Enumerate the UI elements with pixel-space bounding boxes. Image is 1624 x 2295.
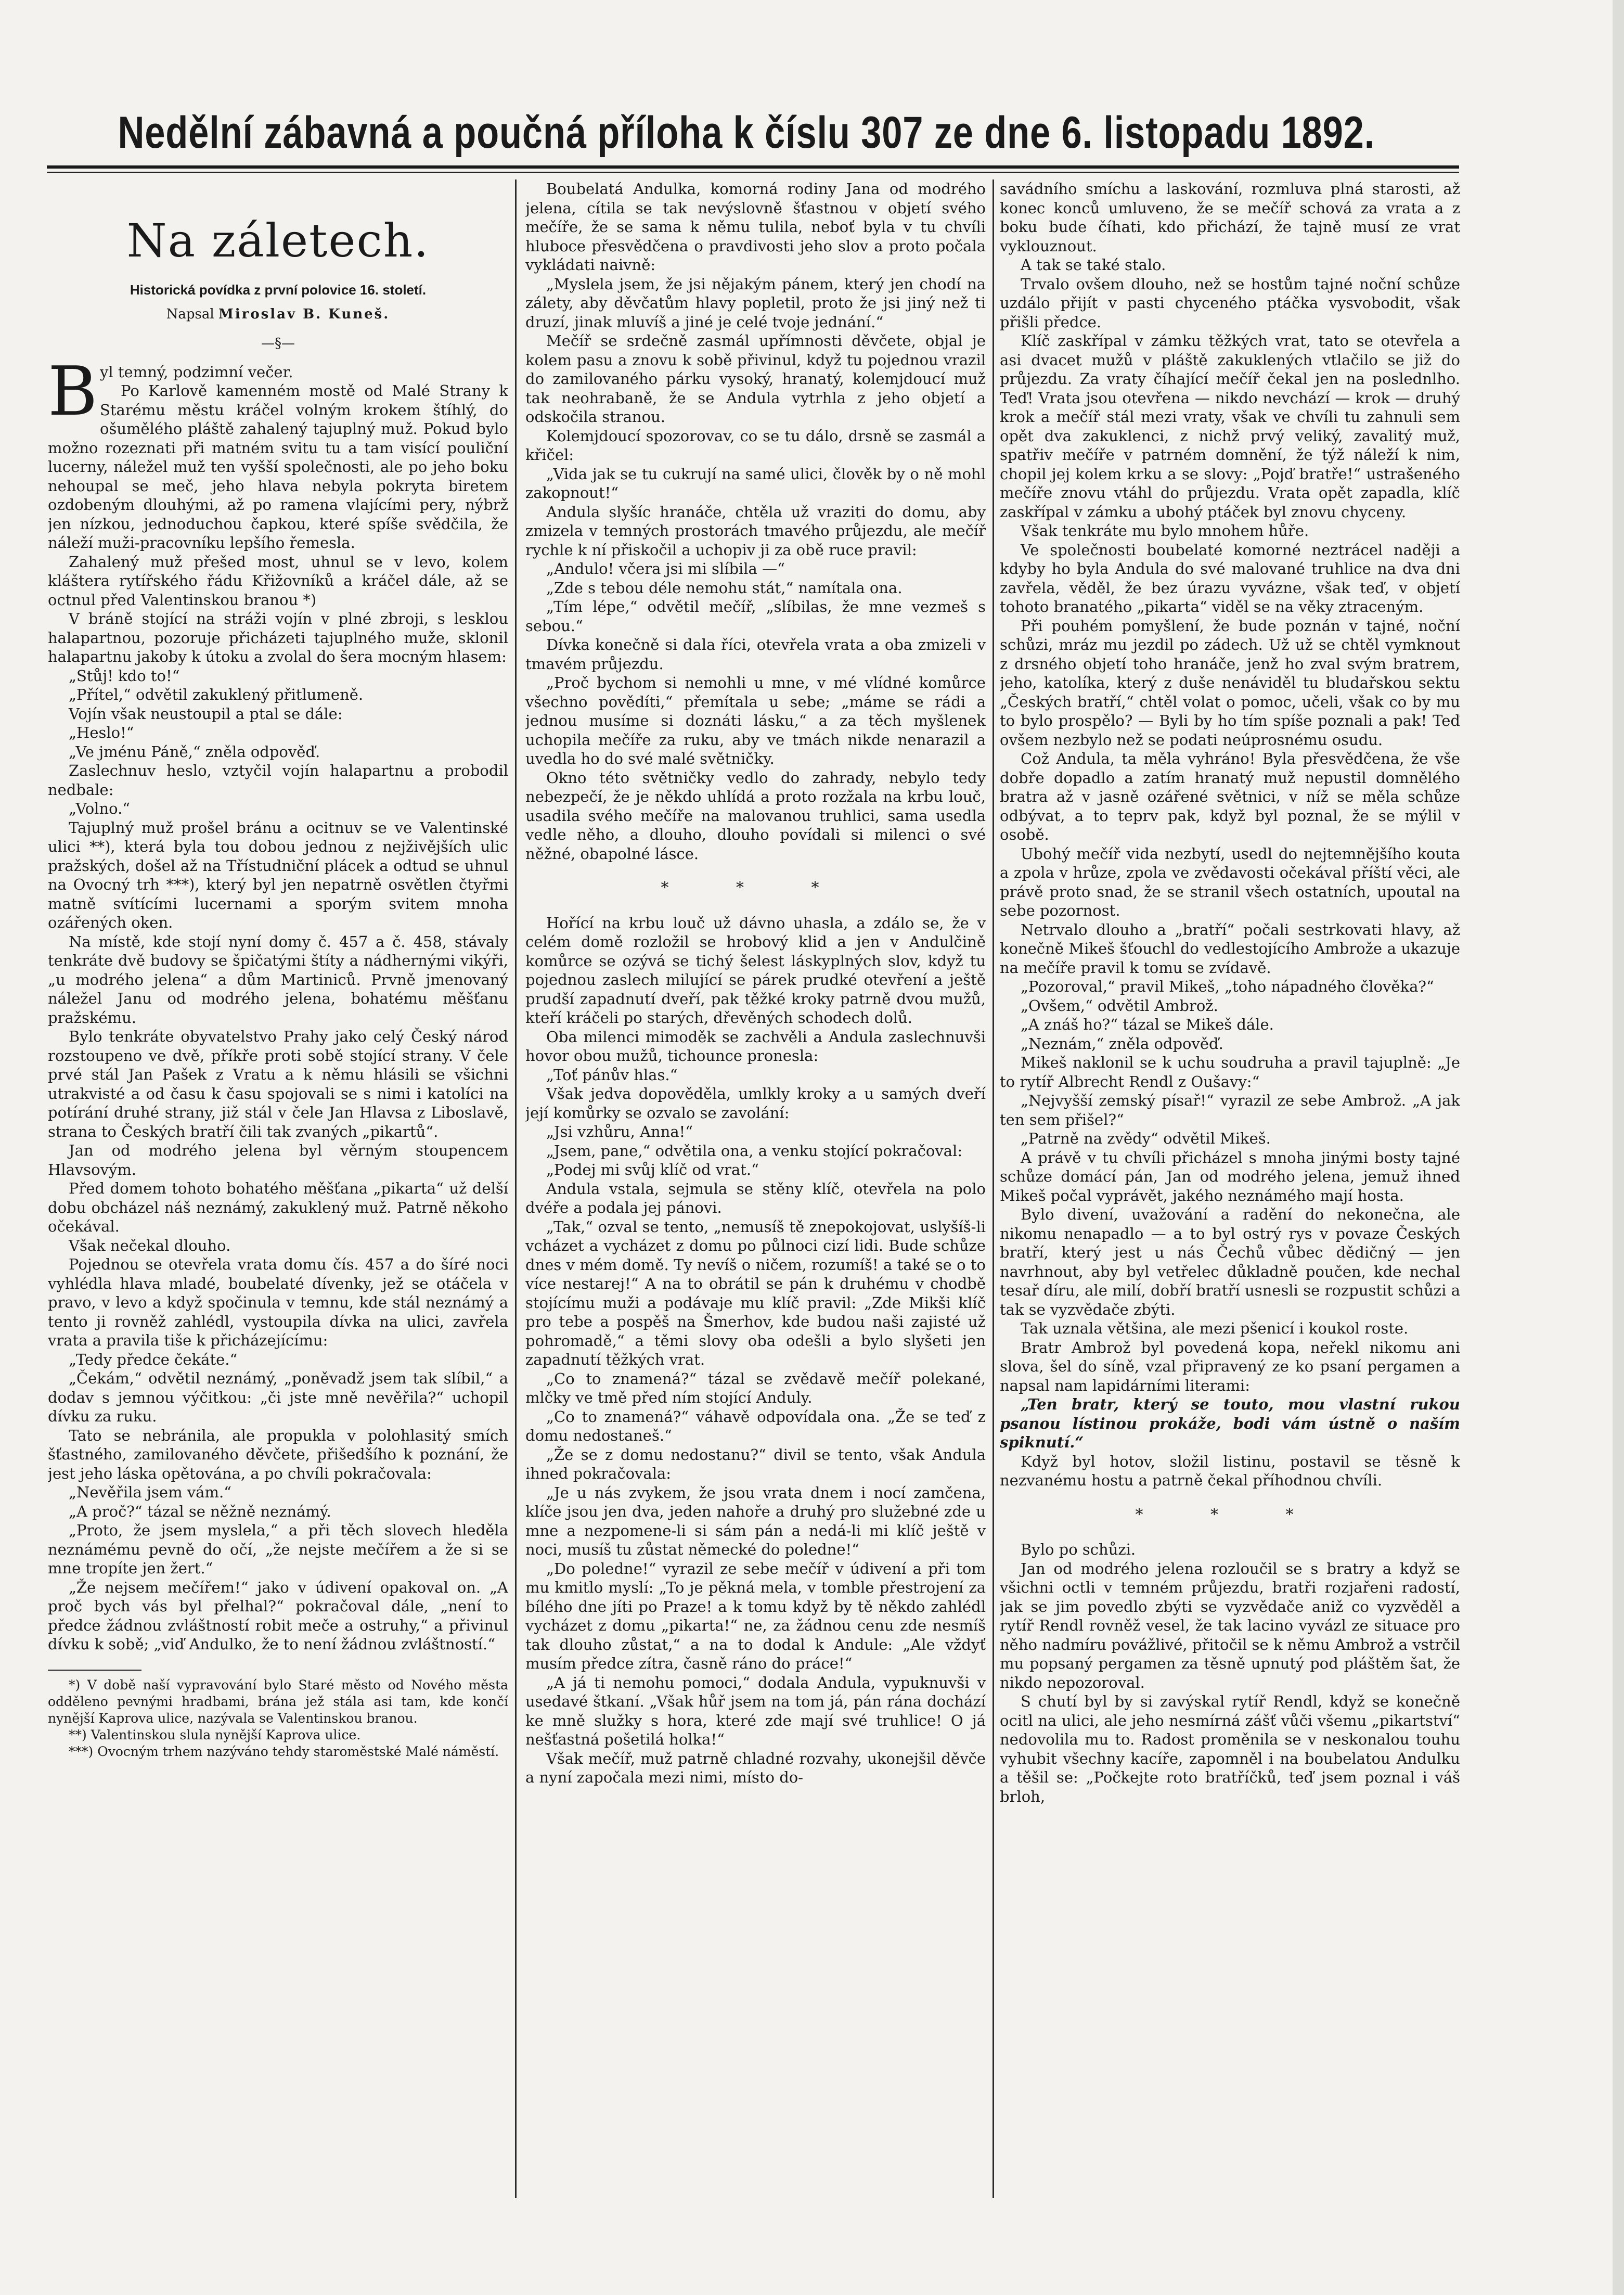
paragraph: Však nečekal dlouho. <box>69 1236 231 1254</box>
paragraph: Bylo tenkráte obyvatelstvo Prahy jako celý Český národ rozstoupeno ve dvě, příkře proti sobě stojící strany. V čele prvé stál Jan Pašek z Vratu a k němu hlásili se všichni utrakvisté a od času k času spojovali se s nimi i katolíci na potírání druhé strany, již stál v čele Jan Hlavsa z Liboslavě, strana to Českých bratří čili tak zvaných „pikartů“. <box>48 1028 508 1140</box>
masthead <box>47 107 1451 164</box>
paragraph: Andula slyšíc hranáče, chtěla už vraziti do domu, aby zmizela v temných prostorách tmavého průjezdu, ale mečíř rychle k ní přiskočil a uchopiv ji za obě ruce pravil: <box>525 503 986 559</box>
paragraph: Mikeš naklonil se k uchu soudruha a pravil tajuplně: „Je to rytíř Albrecht Rendl z Oušavy:“ <box>1000 1054 1460 1091</box>
letter-quote: „Ten bratr, který se touto, mou vlastní rukou psanou lístinou prokáže, bodi vám ústně o naším spiknutí.“ <box>1000 1395 1460 1451</box>
footnote-rule <box>48 1670 141 1671</box>
masthead-rule-thin <box>47 172 1459 173</box>
paragraph: Zaslechnuv heslo, vztyčil vojín halapartnu a probodil nedbale: <box>48 762 508 799</box>
paragraph: A právě v tu chvíli přicházel s mnoha jinými bosty tajné schůze domácí pán, Jan od modrého jelena, jemuž ihned Mikeš počal vyprávět, jakého neznámého mají hosta. <box>1000 1148 1460 1204</box>
paragraph: Což Andula, ta měla vyhráno! Byla přesvědčena, že vše dobře dopadlo a zatím hranatý muž nepustil domnělého bratra až v jasně ozářené světnici, v níž se měla schůze odbývat, a to teprv pak, když byl poznal, že se mýlil v osobě. <box>1000 750 1460 843</box>
paragraph: „A znáš ho?“ tázal se Mikeš dále. <box>1021 1016 1274 1033</box>
paragraph: „Andulo! včera jsi mi slíbila —“ <box>546 560 785 578</box>
paragraph: „Proto, že jsem myslela,“ a při těch slovech hleděla neznámému pevně do očí, „že nejste mečířem a že si se mne tropíte jen žert.“ <box>48 1521 508 1577</box>
paragraph: Dívka konečně si dala říci, otevřela vrata a oba zmizeli v tmavém průjezdu. <box>525 636 986 673</box>
paragraph: „Čekám,“ odvětil neznámý, „poněvadž jsem tak slíbil,“ a dodav s jemnou výčitkou: „či jste mně nevěřila?“ uchopil dívku za ruku. <box>48 1369 508 1425</box>
drop-cap: B <box>48 351 98 431</box>
paragraph: „Jsi vzhůru, Anna!“ <box>546 1123 693 1140</box>
paragraph: Kolemjdoucí spozorovav, co se tu dálo, drsně se zasmál a křičel: <box>525 427 986 464</box>
paragraph: Pojednou se otevřela vrata domu čís. 457 a do šíré noci vyhlédla hlava mladé, boubelaté dívenky, jež se otáčela v pravo, v levo a když spočinula v temnu, kde stál neznámý a tento ji rovněž zahlédl, vystoupila dívka na ulici, zavřela vrata a pravila tiše k přicházejícímu: <box>48 1255 508 1349</box>
paragraph: Tak uznala většina, ale mezi pšenicí i koukol roste. <box>1021 1319 1409 1337</box>
paragraph: Před domem tohoto bohatého měšťana „pikarta“ už delší dobu obcházel náš neznámý, zakuklený muž. Patrně někoho očekával. <box>48 1179 508 1235</box>
paragraph: „Ve jménu Páně,“ zněla odpověď. <box>69 742 320 761</box>
paragraph: Oba milenci mimoděk se zachvěli a Andula zaslechnuvši hovor obou mužů, tichounce pronesla: <box>525 1028 986 1065</box>
paragraph: „Heslo!“ <box>69 724 134 741</box>
paragraph: „Tím lépe,“ odvětil mečíř, „slíbilas, že mne vezmeš s sebou.“ <box>525 598 986 635</box>
paragraph: Jan od modrého jelena byl věrným stoupencem Hlavsovým. <box>48 1142 508 1178</box>
article-subtitle: Historická povídka z první polovice 16. století. <box>130 282 427 298</box>
paragraph: „Že se z domu nedostanu?“ divil se tento, však Andula ihned pokračovala: <box>525 1445 986 1482</box>
paragraph: Tajuplný muž prošel bránu a ocitnuv se ve Valentinské ulici **), která byla tou dobou jednou z nejživějších ulic pražských, došel až na Třístudniční plácek a odtud se uhnul na Ovocný trh ***), který byl jen nepatrně osvětlen čtyřmi matně svítícími lucernami a sporým svitem mnoha ozářených oken. <box>48 818 508 931</box>
paragraph: Však jedva dopověděla, umlkly kroky a u samých dveří její komůrky se ozvalo se zavolání: <box>525 1085 986 1122</box>
paragraph: „Myslela jsem, že jsi nějakým pánem, který jen chodí na zálety, aby děvčatům hlavy popletil, proto že jsi jiný než ti druzí, jinak mluvíš a jiné je celé tvoje jednání.“ <box>525 275 986 331</box>
paragraph: V bráně stojící na stráži vojín v plné zbroji, s lesklou halapartnou, pozoruje přicházeti tajuplného muže, sklonil halapartnu jakoby k útoku a zvolal do šera mocným hlasem: <box>48 610 508 665</box>
author-prefix: Napsal <box>166 306 214 322</box>
paragraph: „Vida jak se tu cukrují na samé ulici, člověk by o ně mohl zakopnout!“ <box>525 465 986 502</box>
paragraph: Netrvalo dlouho a „bratří“ počali sestrkovati hlavy, až konečně Mikeš šťouchl do vedlestojícího Ambrože a ukazuje na mečíře pravil k tomu se zvídavě. <box>1000 920 1460 977</box>
section-break: * * * <box>1135 1505 1325 1524</box>
paragraph: „Že nejsem mečířem!“ jako v údivení opakoval on. „A proč bych vás byl přelhal?“ pokračoval dále, „není to předce žádnou zvláštností robit meče a ostruhy,“ a přivinul dívku k sobě; „viď Andulko, že to není žádnou zvláštností.“ <box>48 1578 508 1653</box>
footnote: **) Valentinskou slula nynější Kaprova ulice. <box>69 1727 361 1742</box>
paragraph: „Nejvyšší zemský písař!“ vyrazil ze sebe Ambrož. „A jak ten sem přišel?“ <box>1000 1092 1460 1129</box>
paragraph: „Patrně na zvědy“ odvětil Mikeš. <box>1021 1130 1271 1147</box>
paragraph: Zahalený muž přešed most, uhnul se v levo, kolem kláštera rytířského řádu Křižovníků a kráčel dále, až se octnul před Valentinskou branou *) <box>48 553 508 609</box>
paragraph: „Co to znamená?“ váhavě odpovídala ona. „Že se teď z domu nedostaneš.“ <box>525 1407 986 1444</box>
paragraph: „Zde s tebou déle nemohu stát,“ namítala ona. <box>546 579 903 597</box>
section-divider: —§— <box>261 336 295 351</box>
footnote: ***) Ovocným trhem nazýváno tehdy staroměstské Malé náměstí. <box>69 1743 499 1759</box>
paragraph: Bylo po schůzi. <box>1021 1541 1136 1558</box>
article-title: Na záletech. <box>126 214 430 267</box>
paragraph: Tato se nebránila, ale propukla v polohlasitý smích šťastného, zamilovaného děvčete, přišedšího k poznání, že jest jeho láska opětována, a po chvíli pokračovala: <box>48 1426 508 1482</box>
paragraph: S chutí byl by si zavýskal rytíř Rendl, když se konečně ocitl na ulici, ale jeho nesmírná zášť vůči všemu „pikartství“ nedovolila mu to. Radost proměnila se v neskonalou touhu vyhubit všechny kacíře, zapomněl i na boubelatou Andulku a těšil se: „Počkejte roto bratříčků, teď jsem poznal i váš brloh, <box>1000 1693 1460 1805</box>
paragraph: „Proč bychom si nemohli u mne, v mé vlídné komůrce všechno povědíti,“ přemítala u sebe; „máme se rádi a jednou musíme si doznáti lásku,“ a za těch myšlenek uchopila mečíře za ruku, aby ve tmách nikde nenarazil a uvedla ho do své malé světničky. <box>525 674 986 767</box>
column-3 <box>1000 180 1460 2198</box>
paragraph: Hořící na krbu louč už dávno uhasla, a zdálo se, že v celém domě rozložil se hrobový klid a jen v Andulčině komůrce se ozývá se tichý šelest láskyplných slov, když tu pojednou zaslech milující se párek prudké otevření a ještě prudší zapadnutí dveří, pak těžké kroky patrně dvou mužů, kteří kráčeli po starých, dřevěných schodech dolů. <box>525 914 986 1027</box>
paragraph: Boubelatá Andulka, komorná rodiny Jana od modrého jelena, cítila se tak nevýslovně šťastnou v objetí svého mečíře, že se sama k němu tulila, neboť byla v tu chvíli hluboce přesvědčena o pravdivosti jeho slov a proto počala vykládati naivně: <box>525 180 986 274</box>
section-break: * * * <box>661 879 850 897</box>
paragraph: Při pouhém pomyšlení, že bude poznán v tajné, noční schůzi, mráz mu jezdil po zádech. Už už se chtěl vymknout z drsného objetí toho hranáče, jenž ho zval svým bratrem, jeho, katolíka, který z duše nenáviděl tu bludařskou sektu „Českých bratří,“ chtěl volat o pomoc, učeli, však co by mu to bylo prospělo? — Byli by ho tím spíše poznali a pak! Teď ovšem nezbylo než se podati neúprosnému osudu. <box>1000 617 1460 749</box>
paragraph: Jan od modrého jelena rozloučil se s bratry a když se všichni octli v temném průjezdu, bratři rozjařeni radostí, jak se jim povedlo zbýti se vyzvědače aniž co vyzvěděl a rytíř Rendl rovněž vesel, že tak lacino vyvázl ze situace pro něho nadmíru povážlivé, přitočil se k němu Ambrož a vstrčil mu popsaný pergamen za těsně upnutý pod pláštěm šat, že nikdo nepozoroval. <box>1000 1559 1460 1691</box>
column-2 <box>525 180 986 2198</box>
paragraph: „Neznám,“ zněla odpověď. <box>1021 1034 1223 1053</box>
paragraph: „Tak,“ ozval se tento, „nemusíš tě znepokojovat, uslyšíš-li vcházet a vycházet z domu po půlnoci cizí lidi. Bude schůze dnes v mém domě. Ty nevíš o ničem, rozumíš! a také se o to více nestarej!“ A na to obrátil se pán k druhému v chodbě stojícímu muži a podávaje mu klíč pravil: „Zde Mikši klíč pro tebe a pospěš na Šmerhov, kde budou naši zajisté už pohromadě,“ a těmi slovy oba odešli a bylo slyšeti jen zapadnutí těžkých vrat. <box>525 1217 986 1368</box>
paragraph: Trvalo ovšem dlouho, než se hostům tajné noční schůze uzdálo přijít v pasti chyceného ptáčka vysvobodit, však přišli předce. <box>1000 275 1460 331</box>
paragraph: „Volno.“ <box>69 800 131 817</box>
paragraph: Klíč zaskřípal v zámku těžkých vrat, tato se otevřela a asi dvacet mužů v pláště zakuklených vtlačilo se již do průjezdu. Za vraty číhající mečíř čekal jen na poslednlho. Teď! Vrata jsou otevřena — nikdo nevchází — krok — druhý krok a mečíř stál mezi vraty, však ve chvíli tu zahnuli sem opět dva zakuklenci, z nichž prvý veliký, zavalitý muž, spatřiv mečíře v patrném domnění, že týž náleží k nim, chopil jej kolem krku a se slovy: „Pojď bratře!“ ustrašeného mečíře znovu vtáhl do průjezdu. Vrata opět zapadla, klíč zaskřípal v zámku a ubohý ptáček byl znovu chyceny. <box>1000 332 1460 521</box>
column-1 <box>48 180 508 2198</box>
paragraph: Ve společnosti boubelaté komorné neztrácel naději a kdyby ho byla Andula do své malované truhlice na dva dni zavřela, věděl, že bez úrazu vyvázne, však teď, v objetí tohoto branatého „pikarta“ viděl se na věky ztraceným. <box>1000 541 1460 616</box>
paragraph: savádního smíchu a laskování, rozmluva plná starosti, až konec konců umluveno, že se mečíř schová za vrata a z boku bude číhati, kdo přichází, že tajně musí ze vrat vyklouznout. <box>1000 180 1460 255</box>
paragraph: Okno této světničky vedlo do zahrady, nebylo tedy nebezpečí, že je někdo uhlídá a proto rozžala na krbu louč, usadila svého mečíře na malovanou truhlici, sama usedla vedle něho, a dlouho, dlouho povídali si milenci o své něžné, obapolné lásce. <box>525 768 986 863</box>
paragraph: yl temný, podzimní večer. <box>100 363 293 381</box>
paragraph: „Podej mi svůj klíč od vrat.“ <box>546 1161 759 1178</box>
paragraph: „A proč?“ tázal se něžně neznámý. <box>69 1502 331 1520</box>
paragraph: Bylo divení, uvažování a radění do nekonečna, ale nikomu nenapadlo — a to byl ostrý rys v povaze Českých bratří, který jest u nás Čechů vůbec dědičný — jen navrhnout, aby byl vetřelec důkladně poučen, kde nechal tesař díru, ale milí, dobří bratří usnesli se rozpustit schůzi a tak se vyzvědače zbýti. <box>1000 1206 1460 1318</box>
masthead-title: Nedělní zábavná a poučná příloha k číslu 307 ze dne 6. listopadu 1892. <box>118 108 1375 158</box>
paragraph: „Tedy předce čekáte.“ <box>69 1350 238 1368</box>
paragraph: „Pozoroval,“ pravil Mikeš, „toho nápadného člověka?“ <box>1021 978 1434 995</box>
footnote: *) V době naší vypravování bylo Staré město od Nového města odděleno pevnými hradbami, brána jež stála asi tam, kde končí nynější Kaprova ulice, nazývala se Valentinskou branou. <box>48 1677 508 1726</box>
column-rule <box>515 180 517 2198</box>
paragraph: „Je u nás zvykem, že jsou vrata dnem i nocí zamčena, klíče jsou jen dva, jeden nahoře a druhý pro služebné zde u mne a nezpomene-li si sám pán a nedá-li mi klíč ještě v noci, musíš tu zůstat německé do poledne!“ <box>525 1483 986 1558</box>
paragraph: „Stůj! kdo to!“ <box>69 666 180 685</box>
paragraph: Ubohý mečíř vida nezbytí, usedl do nejtemnějšího kouta a zpola v hrůze, zpola ve zvědavosti očekával příští věci, ale právě proto snad, že se stranil všech ostatních, upoutal na sebe pozornost. <box>1000 844 1460 919</box>
paragraph: Bratr Ambrož byl povedená kopa, neřekl nikomu ani slova, šel do síně, vzal připravený ze ko psaní pergamen a napsal nam lapidárními literami: <box>1000 1338 1460 1394</box>
page-edge-shadow <box>1613 0 1624 2295</box>
paragraph: Po Karlově kamenném mostě od Malé Strany k Starému městu kráčel volným krokem štíhlý, do ošumělého pláště zahalený tajuplný muž. Pokud bylo možno rozeznati při matném svitu tu a tam visící pouliční lucerny, náležel muž ten vyšší společnosti, ale po jeho boku nehoupal se meč, jeho hlava nebyla pokryta biretem ozdobeným dlouhými, až po ramena vlajícími pery, nýbrž jen nízkou, jednoduchou čapkou, které spíše svědčila, že náleží muži-pracovníku lepšího řemesla. <box>48 382 508 552</box>
paragraph: „Přítel,“ odvětil zakuklený přitlumeně. <box>69 686 364 703</box>
paragraph: Když byl hotov, složil listinu, postavil se těsně k nezvanému hostu a patrně čekal příhodnou chvíli. <box>1000 1452 1460 1489</box>
paragraph: Však tenkráte mu bylo mnohem hůře. <box>1021 522 1309 540</box>
paragraph: Však mečíř, muž patrně chladné rozvahy, ukonejšil děvče a nyní započala mezi nimi, místo do- <box>525 1749 986 1786</box>
paragraph: Na místě, kde stojí nyní domy č. 457 a č. 458, stávaly tenkráte dvě budovy se špičatými štíty a nádhernými vikýři, „u modrého jelena“ a dům Martiniců. Prvně jmenovaný náležel Janu od modrého jelena, bohatému měšťanu pražskému. <box>48 932 508 1027</box>
paragraph: „Toť pánův hlas.“ <box>546 1066 678 1084</box>
column-rule <box>993 180 994 2198</box>
paragraph: A tak se také stalo. <box>1021 256 1166 274</box>
paragraph: „Co to znamená?“ tázal se zvědavě mečíř polekané, mlčky ve tmě před ním stojící Anduly. <box>525 1369 986 1406</box>
author-name: Miroslav B. Kuneš. <box>218 306 390 322</box>
paragraph: Andula vstala, sejmula se stěny klíč, otevřela na polo dvéře a podala jej pánovi. <box>525 1179 986 1216</box>
paragraph: „Jsem, pane,“ odvětila ona, a venku stojící pokračoval: <box>546 1142 963 1160</box>
masthead-rule-thick <box>47 165 1459 169</box>
paragraph: „Nevěřila jsem vám.“ <box>69 1483 231 1501</box>
paragraph: „Ovšem,“ odvětil Ambrož. <box>1021 996 1218 1015</box>
paragraph: Vojín však neustoupil a ptal se dále: <box>69 704 343 723</box>
paragraph: Mečíř se srdečně zasmál upřímnosti děvčete, objal je kolem pasu a znovu k sobě přivinul, když tu pojednou vrazil do zamilovaného párku vysoký, hranatý, kolemjdoucí muž tak neohrabaně, že se Andula vytrhla z jeho objetí a odskočila stranou. <box>525 332 986 426</box>
article-author <box>48 305 508 324</box>
paragraph: „A já ti nemohu pomoci,“ dodala Andula, vypuknuvši v usedavé štkaní. „Však hůř jsem na tom já, pán rána dochází ke mně služky s hora, které zde mají své truhlice! O já nešťastná pošetilá holka!“ <box>525 1673 986 1748</box>
paragraph: „Do poledne!“ vyrazil ze sebe mečíř v údivení a při tom mu kmitlo myslí: „To je pěkná mela, v tomble přestrojení za bílého dne jíti po Praze! a k tomu když by tě někdo zahlédl vycházet z domu „pikarta!“ ne, za žádnou cenu zde nesmíš tak dlouho zůstat,“ a na to dodal k Andule: „Ale vždyť musím předce zítra, časně ráno do práce!“ <box>525 1559 986 1672</box>
